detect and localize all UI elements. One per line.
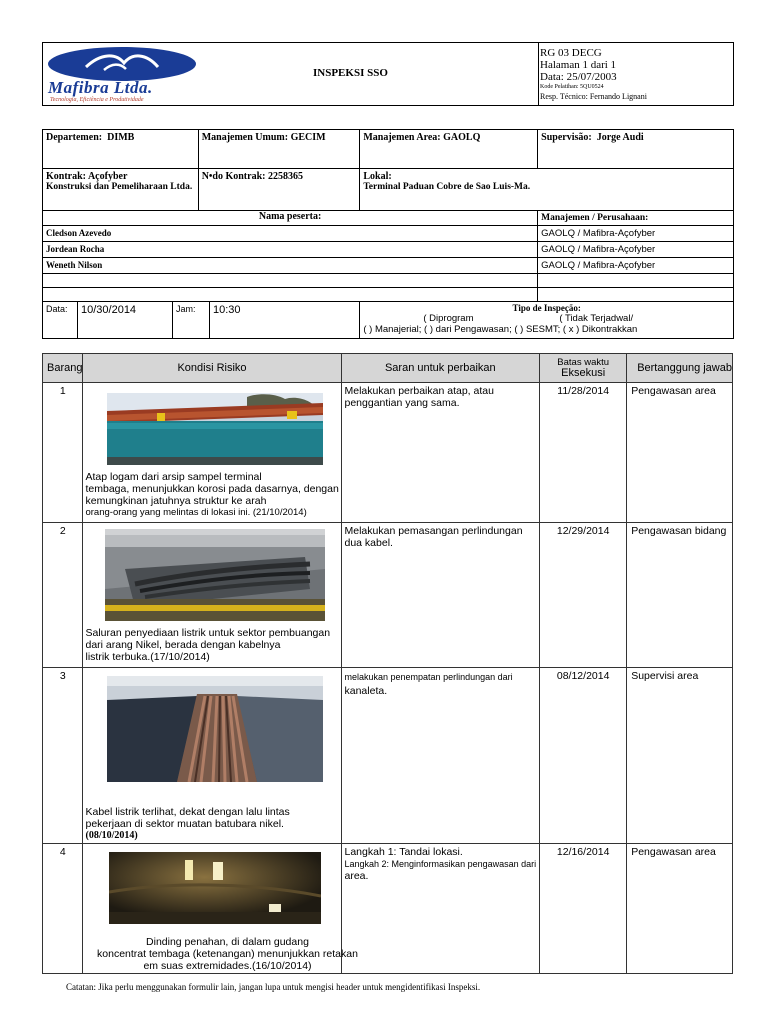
deadline-cell: 11/28/2014 bbox=[540, 383, 627, 523]
general-management-cell: Manajemen Umum: GECIM bbox=[198, 130, 360, 169]
doc-code: RG 03 DECG bbox=[540, 47, 602, 59]
inspection-info-table bbox=[42, 129, 734, 339]
cable-tray-photo bbox=[105, 529, 325, 621]
suggestion-cell: melakukan penempatan perlindungan dari kanaleta. bbox=[341, 668, 540, 844]
doc-date: Data: 25/07/2003 bbox=[540, 71, 617, 83]
row-number: 4 bbox=[43, 844, 83, 974]
table-row bbox=[43, 668, 733, 844]
area-management-cell: Manajemen Area: GAOLQ bbox=[360, 130, 538, 169]
col-deadline: Batas waktu Eksekusi bbox=[540, 354, 627, 383]
col-responsible: Bertanggung jawab bbox=[627, 354, 733, 383]
page-indicator: Halaman 1 dari 1 bbox=[540, 59, 617, 71]
cracked-wall-photo bbox=[109, 852, 321, 924]
responsible-cell: Pengawasan area bbox=[627, 383, 733, 523]
document-title: INSPEKSI SSO bbox=[313, 67, 388, 79]
responsible-cell: Pengawasan area bbox=[627, 844, 733, 974]
date-time-cell bbox=[43, 302, 360, 339]
exposed-cables-photo bbox=[107, 676, 323, 782]
participant-row: Cledson Azevedo GAOLQ / Mafibra-Açofyber bbox=[43, 226, 734, 242]
participant-row: Jordean Rocha GAOLQ / Mafibra-Açofyber bbox=[43, 242, 734, 258]
deadline-cell: 08/12/2014 bbox=[540, 668, 627, 844]
participants-header: Nama peserta: bbox=[43, 211, 538, 226]
risk-condition-cell: Kabel listrik terlihat, dekat dengan lalu lintas pekerjaan di sektor muatan batubara nikel. (08/10/2014) bbox=[83, 668, 341, 844]
participant-row: Weneth Nilson GAOLQ / Mafibra-Açofyber bbox=[43, 258, 734, 274]
risk-condition-cell: Dinding penahan, di dalam gudang koncentrat tembaga (ketenangan) menunjukkan retakan em suas extremidades.(16/10/2014) bbox=[83, 844, 341, 974]
department-cell: Departemen: DIMB bbox=[43, 130, 199, 169]
suggestion-cell: Langkah 1: Tandai lokasi. Langkah 2: Menginformasikan pengawasan dari area. bbox=[341, 844, 540, 974]
suggestion-cell: Melakukan pemasangan perlindungan dua kabel. bbox=[341, 523, 540, 668]
risk-condition-cell: Saluran penyediaan listrik untuk sektor pembuangan dari arang Nikel, berada dengan kabelnya listrik terbuka.(17/10/2014) bbox=[83, 523, 341, 668]
col-risk: Kondisi Risiko bbox=[83, 354, 341, 383]
time-value: 10:30 bbox=[213, 304, 241, 316]
deadline-cell: 12/16/2014 bbox=[540, 844, 627, 974]
col-item: Barang bbox=[43, 354, 83, 383]
footer-note: Catatan: Jika perlu menggunakan formulir lain, jangan lupa untuk mengisi header untuk mengidentifikasi Inspeksi. bbox=[66, 982, 481, 992]
row-number: 3 bbox=[43, 668, 83, 844]
table-row bbox=[43, 844, 733, 974]
company-header: Manajemen / Perusahaan: bbox=[538, 211, 734, 226]
col-suggestion: Saran untuk perbaikan bbox=[341, 354, 540, 383]
technical-responsible: Resp. Técnico: Fernando Lignani bbox=[540, 92, 647, 101]
risk-condition-cell: Atap logam dari arsip sampel terminal tembaga, menunjukkan korosi pada dasarnya, dengan kemungkinan jatuhnya struktur ke arah orang-orang yang melintas di lokasi ini. (21/10/2014) bbox=[83, 383, 341, 523]
risk-items-table bbox=[42, 353, 733, 974]
responsible-cell: Pengawasan bidang bbox=[627, 523, 733, 668]
row-number: 1 bbox=[43, 383, 83, 523]
location-cell: Lokal: Terminal Paduan Cobre de Sao Luis-Ma. bbox=[360, 169, 734, 211]
date-value: 10/30/2014 bbox=[78, 302, 173, 338]
time-label: Jam: bbox=[173, 302, 210, 338]
document-header bbox=[42, 42, 734, 106]
suggestion-cell: Melakukan perbaikan atap, atau penggantian yang sama. bbox=[341, 383, 540, 523]
corrosion-roof-photo bbox=[107, 393, 323, 465]
contract-cell: Kontrak: Açofyber Konstruksi dan Pemeliharaan Ltda. bbox=[43, 169, 199, 211]
date-label: Data: bbox=[43, 302, 78, 338]
company-logo bbox=[46, 45, 198, 105]
training-code: Kode Pelatihan: 5QU0524 bbox=[540, 84, 604, 90]
table-row bbox=[43, 523, 733, 668]
responsible-cell: Supervisi area bbox=[627, 668, 733, 844]
deadline-cell: 12/29/2014 bbox=[540, 523, 627, 668]
inspection-type-cell: Tipo de Inspeção: ( Diprogram ( Tidak Terjadwal/ ( ) Manajerial; ( ) dari Pengawasan; ( ) SESMT; ( x ) Dikontrakkan bbox=[360, 302, 734, 339]
company-name: Mafibra Ltda. bbox=[48, 78, 153, 97]
table-header bbox=[43, 354, 733, 383]
contract-number-cell: N•do Kontrak: 2258365 bbox=[198, 169, 360, 211]
company-tagline: Tecnologia, Eficiência e Produtividade bbox=[50, 97, 144, 103]
table-row bbox=[43, 383, 733, 523]
supervision-cell: Supervisão: Jorge Audi bbox=[538, 130, 734, 169]
row-number: 2 bbox=[43, 523, 83, 668]
